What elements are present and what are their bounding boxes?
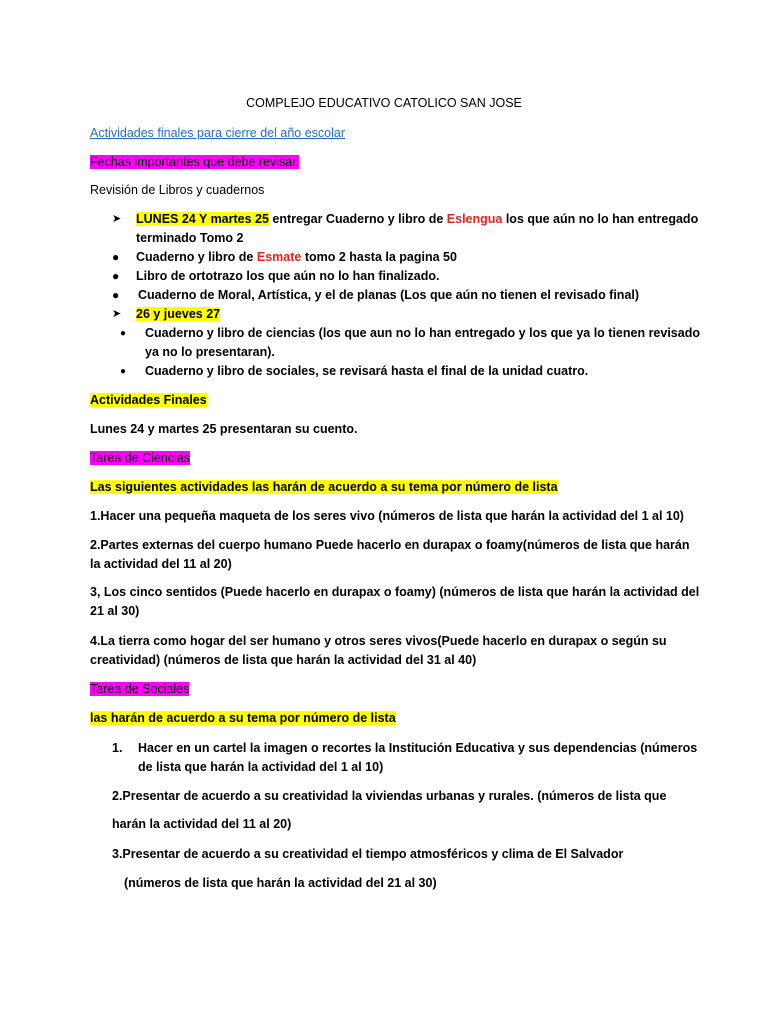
dates-heading-line	[90, 153, 708, 171]
list-item	[112, 305, 712, 324]
item-text: ya no lo presentaran).	[145, 345, 275, 359]
list-item-text: Libro de ortotrazo los que aún no lo han finalizado.	[136, 269, 440, 283]
sociales-heading-line	[90, 680, 708, 698]
sociales-intro: las harán de acuerdo a su tema por número de lista	[90, 711, 396, 725]
subtitle-link[interactable]: Actividades finales para cierre del año escolar	[90, 126, 345, 140]
list-item-text: Cuaderno y libro de sociales, se revisará hasta el final de la unidad cuatro.	[145, 364, 589, 378]
dot-bullet-icon: ●	[120, 328, 127, 339]
list-item-text	[112, 305, 712, 324]
review-heading: Revisión de Libros y cuadernos	[90, 183, 265, 197]
final-text: Lunes 24 y martes 25 presentaran su cuento.	[90, 422, 358, 436]
list-number: 1.	[112, 741, 123, 755]
subject-name: Eslengua	[446, 212, 503, 226]
item-text: Cuaderno y libro de	[136, 250, 257, 264]
list-item	[120, 362, 730, 381]
ciencias-intro: Las siguientes actividades las harán de acuerdo a su tema por número de lista	[90, 480, 558, 494]
sociales-intro-line	[90, 709, 708, 727]
sociales-item-2-line2: harán la actividad del 11 al 20)	[112, 817, 292, 831]
sociales-item-1	[112, 739, 732, 777]
dot-bullet-icon: ●	[112, 250, 120, 264]
date-highlight: LUNES 24 Y martes 25	[136, 212, 269, 226]
ciencias-intro-line	[90, 478, 708, 496]
dot-bullet-icon: ●	[112, 269, 120, 283]
item-text: creatividad) (números de lista que harán la actividad del 31 al 40)	[90, 653, 477, 667]
item-text: tomo 2 hasta la pagina 50	[301, 250, 457, 264]
subtitle-link-line	[90, 124, 708, 142]
item-text: los que aún no lo han entregado	[502, 212, 699, 226]
item-text: la actividad del 11 al 20)	[90, 557, 232, 571]
date-highlight: 26 y jueves 27	[136, 307, 221, 321]
final-heading: Actividades Finales	[90, 393, 207, 407]
arrow-bullet-icon: ➤	[112, 308, 122, 320]
sociales-item-2-line1: 2.Presentar de acuerdo a su creatividad la viviendas urbanas y rurales. (números de lista que	[112, 789, 667, 803]
list-item	[112, 267, 712, 286]
item-text: 4.La tierra como hogar del ser humano y otros seres vivos(Puede hacerlo en durapax o según su	[90, 634, 667, 648]
document-title: COMPLEJO EDUCATIVO CATOLICO SAN JOSE	[246, 96, 522, 110]
list-item	[120, 324, 730, 362]
ciencias-item-2	[90, 536, 708, 574]
item-text: Cuaderno y libro de ciencias (los que aun no lo han entregado y los que ya lo tienen revisado	[145, 326, 700, 340]
final-heading-line	[90, 391, 708, 409]
sociales-heading: Tarea de Sociales	[90, 682, 190, 696]
sociales-item-3-line2: (números de lista que harán la actividad del 21 al 30)	[124, 876, 437, 890]
item-text: 21 al 30)	[90, 604, 140, 618]
ciencias-heading: Tarea de Ciencias	[90, 451, 191, 465]
list-item-text	[112, 210, 712, 248]
item-text: Hacer en un cartel la imagen o recortes la Institución Educativa y sus dependencias (números	[138, 741, 698, 755]
dates-heading: Fechas importantes que debe revisar.	[90, 155, 300, 169]
item-text: 3, Los cinco sentidos (Puede hacerlo en durapax o foamy) (números de lista que harán la actividad del	[90, 585, 700, 599]
list-item-text	[112, 248, 712, 267]
list-item	[112, 248, 712, 267]
ciencias-item-3	[90, 583, 708, 621]
ciencias-item-1: 1.Hacer una pequeña maqueta de los seres vivo (números de lista que harán la actividad del 1 al 10)	[90, 509, 684, 523]
list-item-text	[112, 739, 732, 777]
item-text: terminado Tomo 2	[136, 231, 244, 245]
list-item	[112, 210, 712, 248]
ciencias-item-4	[90, 632, 708, 670]
dot-bullet-icon: ●	[112, 288, 120, 302]
list-item-text	[120, 324, 730, 362]
list-item-text: Cuaderno de Moral, Artística, y el de planas (Los que aún no tienen el revisado final)	[138, 288, 640, 302]
arrow-bullet-icon: ➤	[112, 213, 122, 225]
ciencias-heading-line	[90, 449, 708, 467]
item-text: entregar Cuaderno y libro de	[268, 212, 447, 226]
dot-bullet-icon: ●	[120, 366, 127, 377]
list-item	[112, 286, 732, 305]
sociales-item-3-line1: 3.Presentar de acuerdo a su creatividad el tiempo atmosféricos y clima de El Salvador	[112, 847, 624, 861]
subject-name: Esmate	[256, 250, 302, 264]
item-text: 2.Partes externas del cuerpo humano Puede hacerlo en durapax o foamy(números de lista que harán	[90, 538, 690, 552]
item-text: de lista que harán la actividad del 1 al 10)	[138, 760, 384, 774]
